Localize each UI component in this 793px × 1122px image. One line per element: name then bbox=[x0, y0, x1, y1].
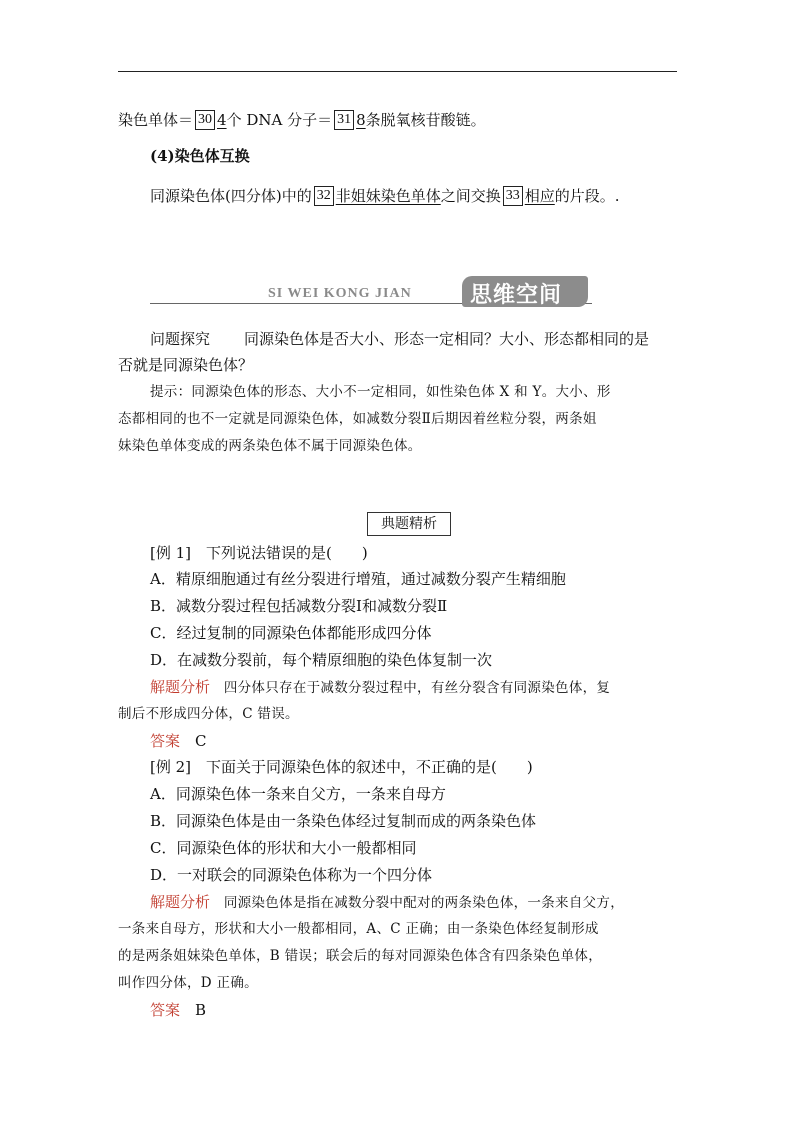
blank-number-33: 33 bbox=[503, 186, 523, 206]
example2-analysis-line-1 bbox=[150, 892, 624, 913]
question-line-2: 否就是同源染色体？ bbox=[118, 356, 254, 374]
example1-option-a: A．精原细胞通过有丝分裂进行增殖，通过减数分裂产生精细胞 bbox=[150, 570, 566, 588]
example1-analysis-line-2: 制后不形成四分体，C 错误。 bbox=[118, 706, 299, 722]
example2-analysis-line-2: 一条来自母方，形状和大小一般都相同，A、C 正确；由一条染色体经复制形成 bbox=[118, 921, 599, 937]
example1-stem: [例 1] 下列说法错误的是( ) bbox=[150, 544, 368, 562]
blank-number-32: 32 bbox=[314, 186, 334, 206]
answer-value: B bbox=[180, 1001, 207, 1019]
hint-line-3: 妹染色单体变成的两条染色体不属于同源染色体。 bbox=[118, 438, 422, 454]
analysis-label: 解题分析 bbox=[150, 678, 211, 696]
crossing-over-line bbox=[150, 186, 620, 206]
text-segment: 的片段。. bbox=[554, 187, 620, 205]
example2-stem: [例 2] 下面关于同源染色体的叙述中，不正确的是( ) bbox=[150, 758, 533, 776]
blank-answer-33: 相应 bbox=[524, 187, 555, 205]
banner-title: 思维空间 bbox=[470, 282, 563, 308]
blank-answer-31: 8 bbox=[356, 111, 366, 129]
analysis-text: 同源染色体是指在减数分裂中配对的两条染色体，一条来自父方， bbox=[210, 895, 625, 911]
blank-answer-32: 非姐妹染色单体 bbox=[335, 187, 441, 205]
subheading-crossing-over: (4)染色体互换 bbox=[150, 147, 250, 165]
text-segment: 之间交换 bbox=[440, 187, 501, 205]
question-label: 问题探究 bbox=[150, 330, 211, 348]
answer-label: 答案 bbox=[150, 1001, 181, 1019]
section-title: 典题精析 bbox=[367, 512, 451, 536]
blank-number-30: 30 bbox=[195, 110, 215, 130]
example2-option-c: C．同源染色体的形状和大小一般都相同 bbox=[150, 839, 417, 857]
question-text: 同源染色体是否大小、形态一定相同？大小、形态都相同的是 bbox=[244, 330, 650, 348]
banner-pinyin: SI WEI KONG JIAN bbox=[268, 286, 412, 301]
question-line-1 bbox=[150, 329, 649, 349]
example1-option-d: D．在减数分裂前，每个精原细胞的染色体复制一次 bbox=[150, 651, 493, 669]
text-segment: 条脱氧核苷酸链。 bbox=[365, 111, 486, 129]
answer-label: 答案 bbox=[150, 732, 181, 750]
example2-option-b: B．同源染色体是由一条染色体经过复制而成的两条染色体 bbox=[150, 812, 537, 830]
chromatid-dna-line bbox=[118, 110, 486, 130]
blank-number-31: 31 bbox=[334, 110, 354, 130]
example1-analysis-line-1 bbox=[150, 677, 610, 698]
example2-analysis-line-4: 叫作四分体，D 正确。 bbox=[118, 975, 258, 991]
example1-option-c: C．经过复制的同源染色体都能形成四分体 bbox=[150, 624, 432, 642]
example1-option-b: B．减数分裂过程包括减数分裂Ⅰ和减数分裂Ⅱ bbox=[150, 597, 448, 615]
example2-option-d: D．一对联会的同源染色体称为一个四分体 bbox=[150, 866, 433, 884]
example2-answer bbox=[150, 1000, 206, 1020]
analysis-text: 四分体只存在于减数分裂过程中，有丝分裂含有同源染色体，复 bbox=[210, 680, 611, 696]
answer-value: C bbox=[180, 732, 207, 750]
hint-line-2: 态都相同的也不一定就是同源染色体，如减数分裂Ⅱ后期因着丝粒分裂，两条姐 bbox=[118, 411, 597, 427]
blank-answer-30: 4 bbox=[217, 111, 227, 129]
hint-line-1: 提示：同源染色体的形态、大小不一定相同，如性染色体 X 和 Y。大小、形 bbox=[150, 384, 611, 400]
analysis-label: 解题分析 bbox=[150, 893, 211, 911]
text-segment: 同源染色体(四分体)中的 bbox=[150, 187, 312, 205]
text-segment: 个 DNA 分子＝ bbox=[226, 111, 333, 129]
example1-answer bbox=[150, 731, 207, 751]
example2-analysis-line-3: 的是两条姐妹染色单体，B 错误；联会后的每对同源染色体含有四条染色单体， bbox=[118, 948, 603, 964]
text-segment: 染色单体＝ bbox=[118, 111, 194, 129]
header-rule bbox=[118, 71, 677, 72]
example2-option-a: A．同源染色体一条来自父方，一条来自母方 bbox=[150, 785, 446, 803]
